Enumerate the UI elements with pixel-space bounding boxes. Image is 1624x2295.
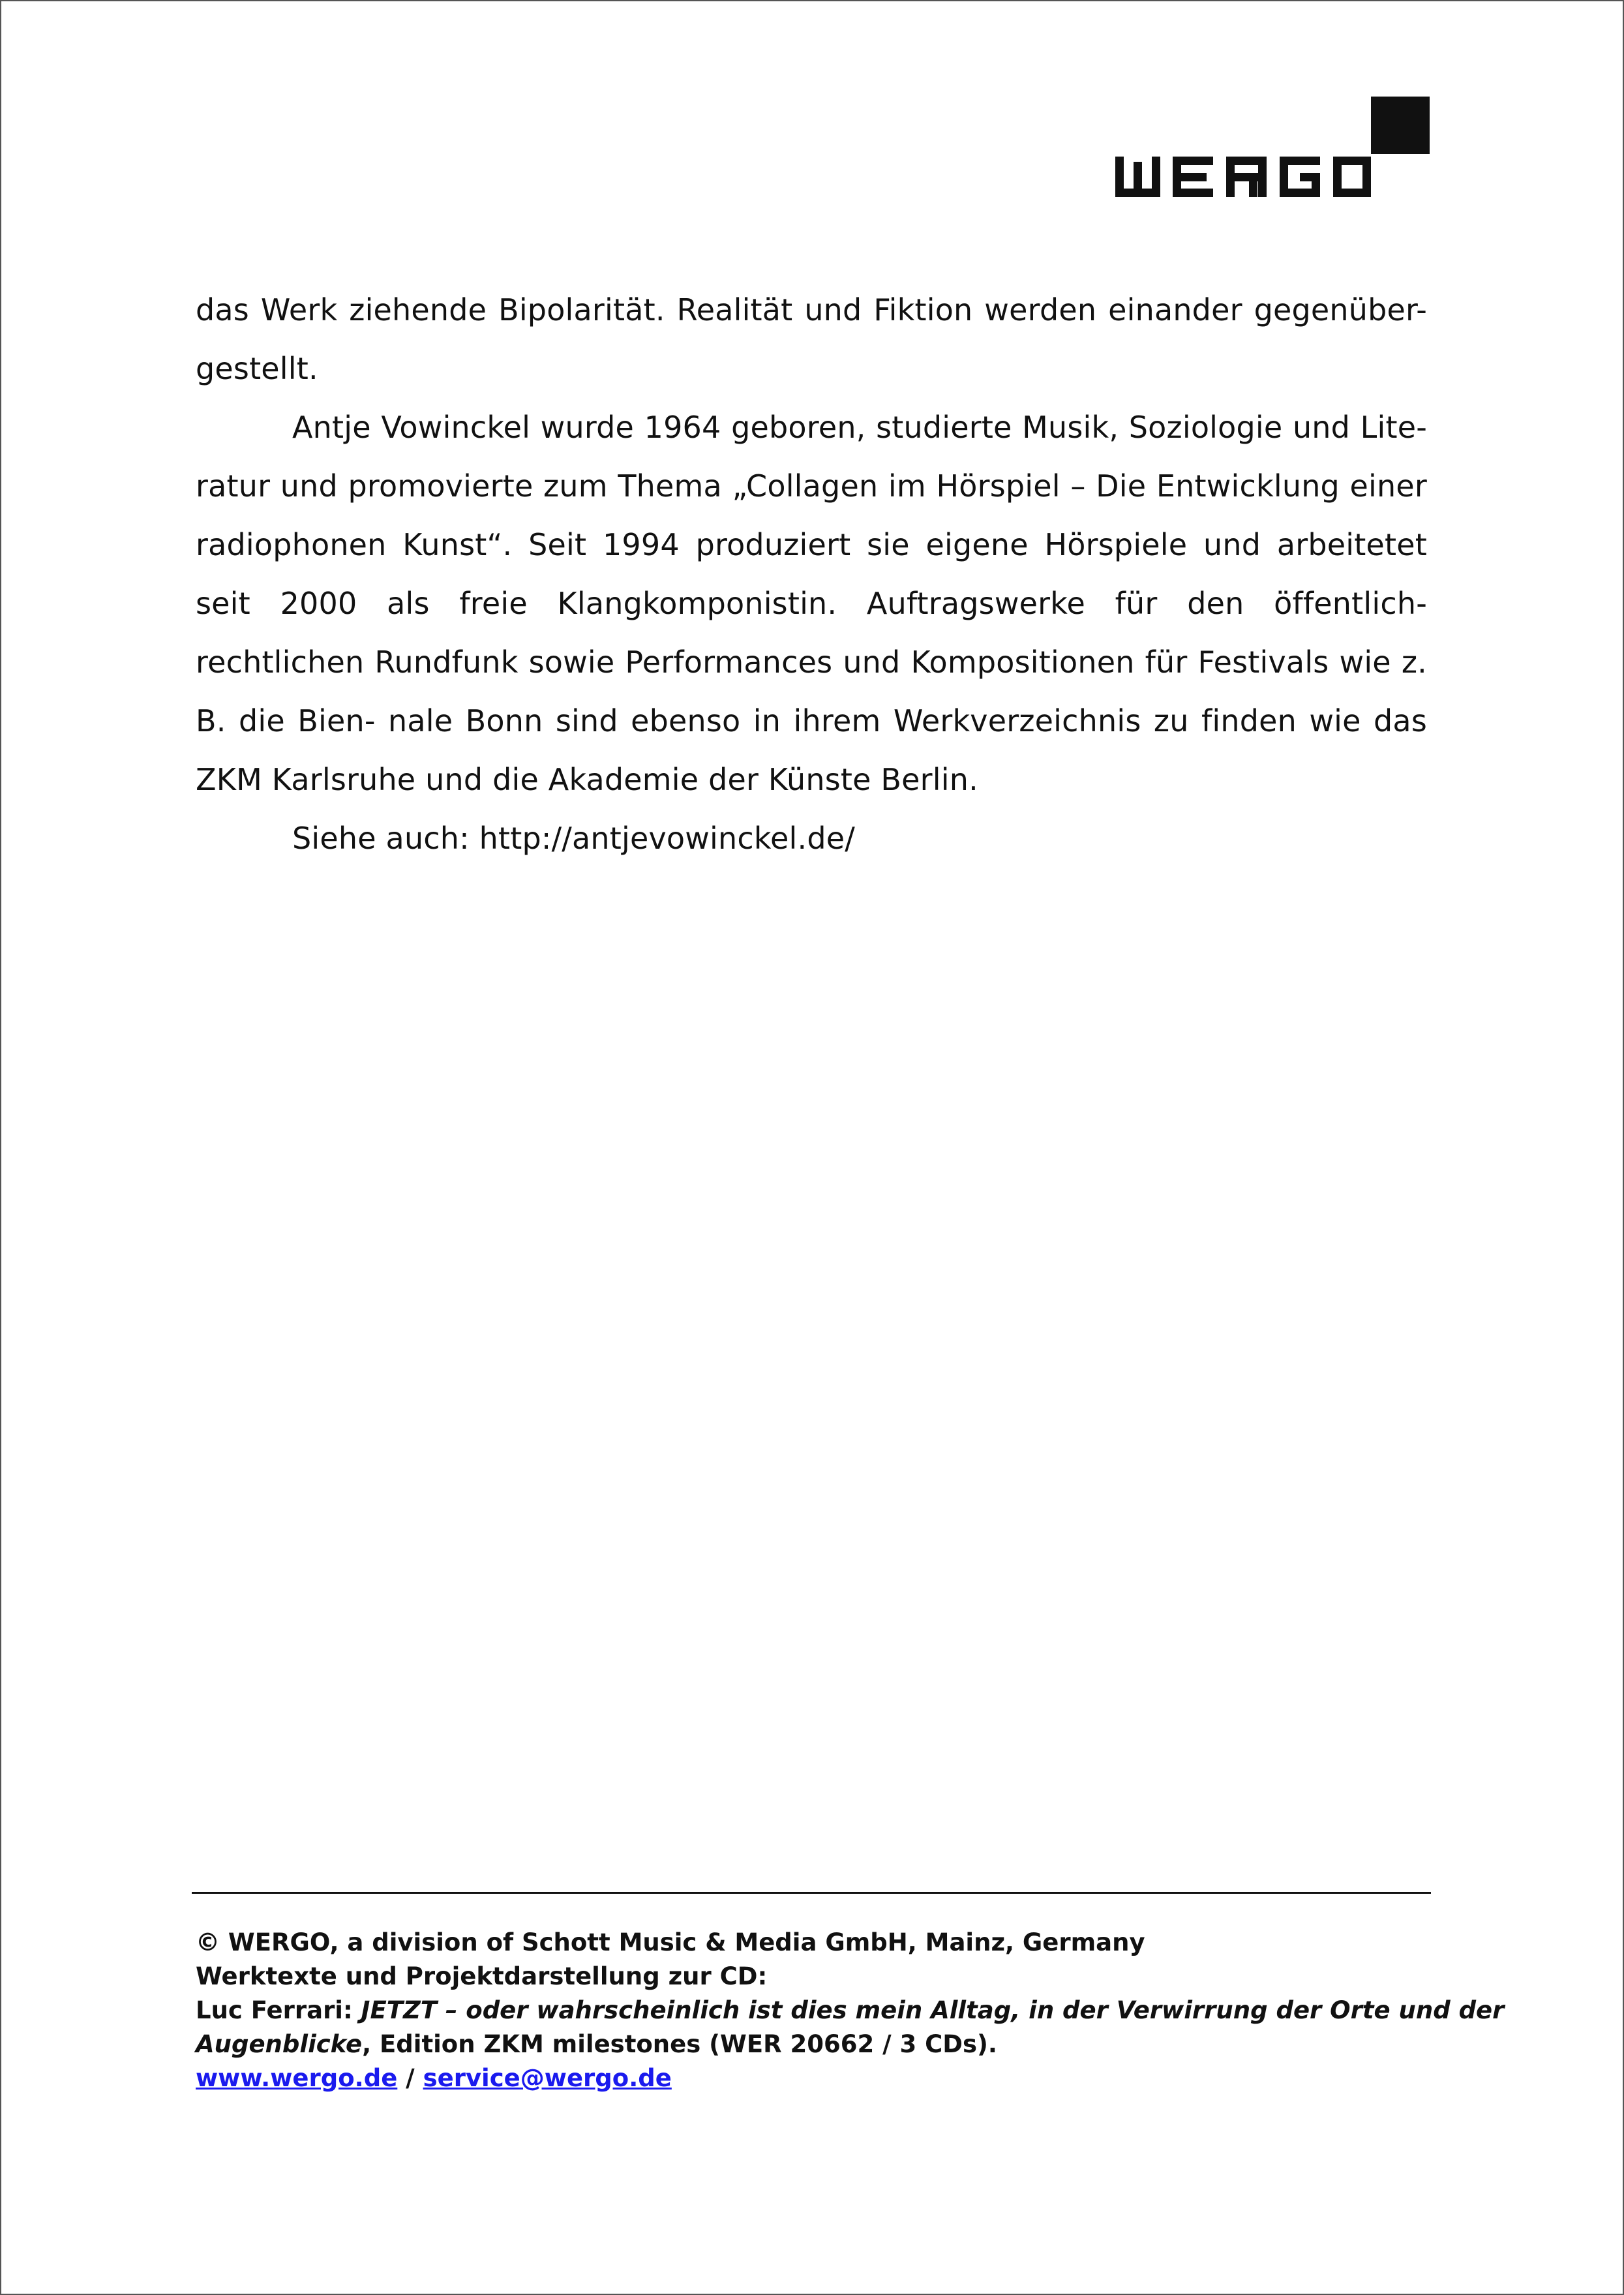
paragraph-3 — [196, 809, 1427, 868]
paragraph-2 — [196, 398, 1427, 809]
footer — [196, 1926, 1505, 2095]
paragraph-1 — [196, 281, 1427, 398]
copyright-line: © WERGO, a division of Schott Music & Media GmbH, Mainz, Germany — [196, 1928, 1145, 1956]
paragraph-2-line: 2000 als freie Klangkomponistin. Auftragswerke für den öffentlich-rechtlichen — [196, 586, 1428, 680]
body-text — [196, 281, 1427, 868]
see-also-text: Siehe auch: http://antjevowinckel.de/ — [292, 821, 855, 856]
paragraph-2-line: nale Bonn sind ebenso in ihrem Werkverzeichnis zu finden wie das ZKM Karlsruhe — [196, 703, 1427, 797]
paragraph-1-line-2: gestellt. — [196, 351, 318, 386]
website-link[interactable]: www.wergo.de — [196, 2064, 398, 2092]
footer-divider — [192, 1892, 1431, 1894]
work-line-2 — [196, 2028, 1435, 2061]
paragraph-2-line: ratur und promovierte zum Thema „Collagen im Hörspiel – Die Entwicklung einer — [196, 468, 1427, 504]
paragraph-2-line: radiophonen Kunst“. Seit 1994 produziert sie eigene Hörspiele und arbeitetet seit — [196, 527, 1427, 621]
footer-subtitle: Werktexte und Projektdarstellung zur CD: — [196, 1962, 768, 1990]
link-separator: / — [397, 2064, 423, 2092]
links-line — [196, 2061, 1435, 2095]
paragraph-1-line-1: das Werk ziehende Bipolarität. Realität und Fiktion werden einander gegenüber- — [196, 292, 1427, 327]
work-suffix: , Edition ZKM milestones (WER 20662 / 3 CDs). — [362, 2030, 997, 2058]
paragraph-2-line: und die Akademie der Künste Berlin. — [425, 762, 978, 797]
work-prefix: Luc Ferrari: — [196, 1996, 361, 2024]
paragraph-2-line: Rundfunk sowie Performances und Kompositionen für Festivals wie z. B. die Bien- — [196, 645, 1428, 738]
email-link[interactable]: service@wergo.de — [423, 2064, 672, 2092]
work-title-part-2: Augenblicke — [196, 2030, 363, 2058]
wergo-logo — [1115, 97, 1430, 201]
work-title-part-1: JETZT – oder wahrscheinlich ist dies mein Alltag, in der Verwirrung der Orte und der — [361, 1996, 1505, 2024]
work-line-1 — [196, 1994, 1505, 2028]
paragraph-2-line: Antje Vowinckel wurde 1964 geboren, studierte Musik, Soziologie und Lite- — [292, 410, 1427, 445]
